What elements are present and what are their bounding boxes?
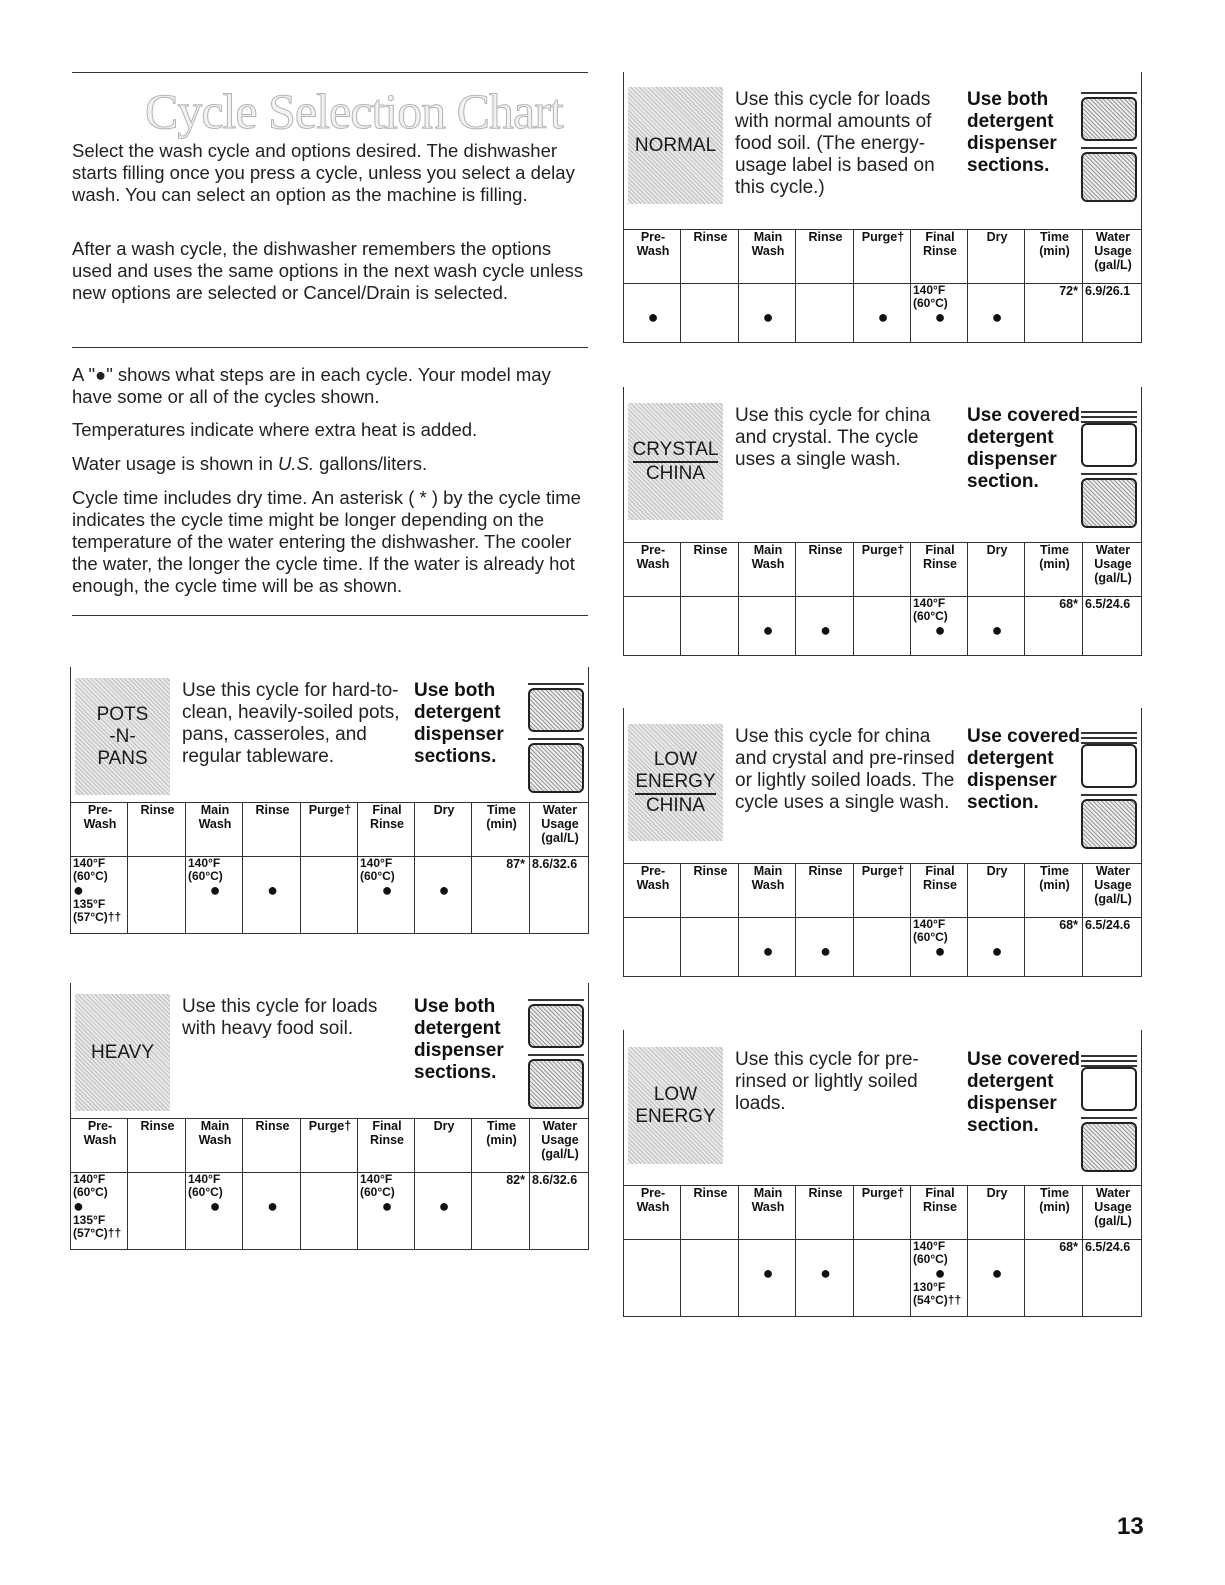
note-temperature: Temperatures indicate where extra heat is added. xyxy=(72,419,478,440)
header-final-rinse: Final Rinse xyxy=(911,543,968,597)
header-rinse: Rinse xyxy=(796,543,854,597)
cell-dry: ● xyxy=(415,857,472,934)
header-purge: Purge† xyxy=(301,803,358,857)
rule-pots xyxy=(70,667,71,807)
rule-heavy xyxy=(70,983,71,1123)
cell-water: 6.5/24.6 xyxy=(1083,597,1142,656)
cup-mainwash xyxy=(528,743,584,793)
cell-mainwash: ● xyxy=(739,1240,796,1317)
cell-final-rinse: 140°F (60°C) ● xyxy=(911,918,968,977)
table-header-row xyxy=(624,543,1142,597)
page-number: 13 xyxy=(1117,1513,1144,1540)
note-water-text-b: gallons/liters. xyxy=(313,453,428,474)
rule-crystal xyxy=(623,387,624,545)
header-prewash: Pre- Wash xyxy=(624,1186,681,1240)
cell-final-rinse: 140°F (60°C) ● xyxy=(911,284,968,343)
header-time: Time (min) xyxy=(1025,543,1083,597)
cell-water: 8.6/32.6 xyxy=(530,857,589,934)
table-row xyxy=(71,1173,589,1250)
rule-lowenergy-right xyxy=(1141,1030,1142,1190)
badge-line: CHINA xyxy=(645,462,706,484)
header-dry: Dry xyxy=(415,803,472,857)
dispenser-covered-icon xyxy=(1081,405,1137,520)
badge-line: NORMAL xyxy=(634,134,717,156)
badge-line: HEAVY xyxy=(90,1041,154,1063)
table-header-row xyxy=(624,1186,1142,1240)
cycle-badge xyxy=(75,994,170,1111)
rule-lower-left xyxy=(72,615,588,616)
cell-time: 68* xyxy=(1025,918,1083,977)
header-rinse: Rinse xyxy=(796,230,854,284)
cup-prewash xyxy=(1081,423,1137,467)
cell-water: 6.5/24.6 xyxy=(1083,1240,1142,1317)
cup-mainwash xyxy=(528,1059,584,1109)
detergent-instruction: Use both detergent dispenser sections. xyxy=(967,89,1057,176)
header-water: Water Usage (gal/L) xyxy=(1083,864,1142,918)
badge-line: LOW xyxy=(653,1083,698,1105)
rule-crystal-right xyxy=(1141,387,1142,545)
header-prewash: Pre- Wash xyxy=(71,1119,128,1173)
rule-heavy-right xyxy=(588,983,589,1123)
table-row xyxy=(624,284,1142,343)
cycle-table xyxy=(623,863,1142,977)
badge-line: -N- xyxy=(109,725,136,747)
cycle-table xyxy=(623,1185,1142,1317)
cell-dry: ● xyxy=(968,1240,1025,1317)
header-dry: Dry xyxy=(415,1119,472,1173)
badge-line: POTS xyxy=(96,703,149,725)
rule-normal xyxy=(623,72,624,232)
header-purge: Purge† xyxy=(854,864,911,918)
cup-mainwash xyxy=(1081,152,1137,202)
cell-time: 68* xyxy=(1025,1240,1083,1317)
dispenser-covered-icon xyxy=(1081,1049,1137,1164)
header-time: Time (min) xyxy=(472,803,530,857)
table-row xyxy=(71,857,589,934)
cell-time: 72* xyxy=(1025,284,1083,343)
cell-prewash xyxy=(624,918,681,977)
rule-pots-right xyxy=(588,667,589,807)
note-symbol: A "●" shows what steps are in each cycle. Your model may have some or all of the cycles shown. xyxy=(72,364,551,407)
cell-rinse xyxy=(128,1173,186,1250)
cell-prewash xyxy=(624,597,681,656)
cycle-description: Use this cycle for loads with normal amounts of food soil. (The energy-usage label is based on this cycle.) xyxy=(735,89,935,198)
cell-water: 6.5/24.6 xyxy=(1083,918,1142,977)
cell-rinse: ● xyxy=(243,1173,301,1250)
header-final-rinse: Final Rinse xyxy=(358,803,415,857)
cycle-table xyxy=(70,1118,589,1250)
header-rinse: Rinse xyxy=(796,1186,854,1240)
cell-prewash xyxy=(624,1240,681,1317)
table-row xyxy=(624,597,1142,656)
header-rinse: Rinse xyxy=(128,1119,186,1173)
header-time: Time (min) xyxy=(472,1119,530,1173)
header-final-rinse: Final Rinse xyxy=(911,1186,968,1240)
header-purge: Purge† xyxy=(301,1119,358,1173)
page-title: Cycle Selection Chart xyxy=(145,83,563,139)
cycle-description: Use this cycle for china and crystal. The cycle uses a single wash. xyxy=(735,405,931,470)
table-header-row xyxy=(71,1119,589,1173)
detergent-instruction: Use both detergent dispenser sections. xyxy=(414,680,504,767)
cycle-table xyxy=(623,229,1142,343)
header-rinse: Rinse xyxy=(243,803,301,857)
cell-rinse xyxy=(681,597,739,656)
cell-prewash: 140°F (60°C) ● 135°F (57°C)†† xyxy=(71,1173,128,1250)
cup-prewash xyxy=(528,688,584,732)
rule-mid-left xyxy=(72,347,588,348)
cell-purge xyxy=(854,918,911,977)
cycle-description: Use this cycle for china and crystal and pre-rinsed or lightly soiled loads. The cycle uses a single wash. xyxy=(735,726,955,813)
header-time: Time (min) xyxy=(1025,1186,1083,1240)
table-header-row xyxy=(624,864,1142,918)
table-header-row xyxy=(71,803,589,857)
header-mainwash: Main Wash xyxy=(739,543,796,597)
rule-lowchina-right xyxy=(1141,708,1142,868)
header-time: Time (min) xyxy=(1025,864,1083,918)
header-final-rinse: Final Rinse xyxy=(911,864,968,918)
note-cycle-time: Cycle time includes dry time. An asterisk ( * ) by the cycle time indicates the cycle time might be longer depending on the temperature of the water entering the dishwasher. The cooler the water, the longer the cycle time. If the water is already hot enough, the cycle time will be as shown. xyxy=(72,487,581,596)
cell-final-rinse: 140°F (60°C) ● xyxy=(911,597,968,656)
cell-mainwash: ● xyxy=(739,597,796,656)
table-header-row xyxy=(624,230,1142,284)
cell-time: 68* xyxy=(1025,597,1083,656)
dispenser-both-icon xyxy=(528,680,584,795)
intro-paragraph-2: After a wash cycle, the dishwasher remembers the options used and uses the same options in the next wash cycle unless new options are selected or Cancel/Drain is selected. xyxy=(72,238,584,303)
cell-rinse xyxy=(796,284,854,343)
header-mainwash: Main Wash xyxy=(739,230,796,284)
header-dry: Dry xyxy=(968,864,1025,918)
header-mainwash: Main Wash xyxy=(186,1119,243,1173)
cell-dry: ● xyxy=(968,284,1025,343)
cell-rinse: ● xyxy=(796,1240,854,1317)
cup-prewash xyxy=(1081,744,1137,788)
header-rinse: Rinse xyxy=(681,864,739,918)
header-rinse: Rinse xyxy=(681,230,739,284)
cell-rinse: ● xyxy=(796,597,854,656)
cup-prewash xyxy=(1081,97,1137,141)
cell-purge: ● xyxy=(854,284,911,343)
cell-time: 82* xyxy=(472,1173,530,1250)
cell-water: 8.6/32.6 xyxy=(530,1173,589,1250)
cycle-description: Use this cycle for hard-to-clean, heavily-soiled pots, pans, casseroles, and regular tableware. xyxy=(182,680,400,767)
header-final-rinse: Final Rinse xyxy=(911,230,968,284)
header-purge: Purge† xyxy=(854,1186,911,1240)
badge-line: ENERGY xyxy=(635,1105,716,1127)
intro-paragraph-1: Select the wash cycle and options desired. The dishwasher starts filling once you press a cycle, unless you select a delay wash. You can select an option as the machine is filling. xyxy=(72,140,575,205)
header-rinse: Rinse xyxy=(681,1186,739,1240)
note-water-text-a: Water usage is shown in xyxy=(72,453,278,474)
cup-mainwash xyxy=(1081,478,1137,528)
cell-mainwash: 140°F (60°C) ● xyxy=(186,1173,243,1250)
cell-dry: ● xyxy=(968,918,1025,977)
cell-final-rinse: 140°F (60°C) ● xyxy=(358,857,415,934)
dispenser-covered-icon xyxy=(1081,726,1137,841)
cell-rinse: ● xyxy=(243,857,301,934)
badge-line: ENERGY xyxy=(635,771,715,795)
dispenser-both-icon xyxy=(1081,89,1137,204)
header-water: Water Usage (gal/L) xyxy=(530,1119,589,1173)
cycle-badge xyxy=(628,87,723,204)
header-water: Water Usage (gal/L) xyxy=(530,803,589,857)
cell-purge xyxy=(854,1240,911,1317)
cycle-badge xyxy=(75,678,170,795)
cell-prewash: ● xyxy=(624,284,681,343)
cycle-badge xyxy=(628,1047,723,1164)
header-prewash: Pre- Wash xyxy=(71,803,128,857)
badge-line: LOW xyxy=(653,748,698,770)
header-rinse: Rinse xyxy=(681,543,739,597)
header-rinse: Rinse xyxy=(243,1119,301,1173)
header-rinse: Rinse xyxy=(128,803,186,857)
badge-line: CRYSTAL xyxy=(633,439,719,463)
cup-mainwash xyxy=(1081,1122,1137,1172)
cycle-description: Use this cycle for loads with heavy food soil. xyxy=(182,996,378,1039)
cycle-badge xyxy=(628,724,723,841)
header-dry: Dry xyxy=(968,1186,1025,1240)
badge-line: CHINA xyxy=(645,794,706,816)
cell-time: 87* xyxy=(472,857,530,934)
cell-dry: ● xyxy=(415,1173,472,1250)
header-prewash: Pre- Wash xyxy=(624,864,681,918)
rule-lowenergy xyxy=(623,1030,624,1190)
header-water: Water Usage (gal/L) xyxy=(1083,230,1142,284)
cell-prewash: 140°F (60°C) ● 135°F (57°C)†† xyxy=(71,857,128,934)
cell-purge xyxy=(301,857,358,934)
detergent-instruction: Use both detergent dispenser sections. xyxy=(414,996,504,1083)
header-prewash: Pre- Wash xyxy=(624,543,681,597)
cup-prewash xyxy=(528,1004,584,1048)
note-water-us: U.S. xyxy=(278,453,314,474)
cell-purge xyxy=(301,1173,358,1250)
cell-mainwash: 140°F (60°C) ● xyxy=(186,857,243,934)
cell-water: 6.9/26.1 xyxy=(1083,284,1142,343)
cycle-table xyxy=(623,542,1142,656)
cycle-table xyxy=(70,802,589,934)
header-water: Water Usage (gal/L) xyxy=(1083,543,1142,597)
cup-prewash xyxy=(1081,1067,1137,1111)
header-purge: Purge† xyxy=(854,230,911,284)
cell-final-rinse: 140°F (60°C) ● 130°F (54°C)†† xyxy=(911,1240,968,1317)
table-row xyxy=(624,1240,1142,1317)
cell-rinse xyxy=(128,857,186,934)
badge-line: PANS xyxy=(97,747,148,769)
header-final-rinse: Final Rinse xyxy=(358,1119,415,1173)
header-mainwash: Main Wash xyxy=(186,803,243,857)
header-rinse: Rinse xyxy=(796,864,854,918)
cycle-badge xyxy=(628,403,723,520)
cell-purge xyxy=(854,597,911,656)
cell-rinse xyxy=(681,918,739,977)
rule-lowchina xyxy=(623,708,624,868)
header-time: Time (min) xyxy=(1025,230,1083,284)
cell-mainwash: ● xyxy=(739,918,796,977)
cell-dry: ● xyxy=(968,597,1025,656)
detergent-instruction: Use covered detergent dispenser section. xyxy=(967,1049,1081,1136)
header-prewash: Pre- Wash xyxy=(624,230,681,284)
rule-normal-right xyxy=(1141,72,1142,232)
header-mainwash: Main Wash xyxy=(739,864,796,918)
detergent-instruction: Use covered detergent dispenser section. xyxy=(967,405,1081,492)
header-mainwash: Main Wash xyxy=(739,1186,796,1240)
cycle-description: Use this cycle for pre-rinsed or lightly soiled loads. xyxy=(735,1049,919,1114)
cell-rinse: ● xyxy=(796,918,854,977)
header-dry: Dry xyxy=(968,230,1025,284)
cell-final-rinse: 140°F (60°C) ● xyxy=(358,1173,415,1250)
header-water: Water Usage (gal/L) xyxy=(1083,1186,1142,1240)
rule-top-left xyxy=(72,72,588,73)
detergent-instruction: Use covered detergent dispenser section. xyxy=(967,726,1081,813)
cell-rinse xyxy=(681,284,739,343)
header-dry: Dry xyxy=(968,543,1025,597)
cell-mainwash: ● xyxy=(739,284,796,343)
cell-rinse xyxy=(681,1240,739,1317)
cup-mainwash xyxy=(1081,799,1137,849)
note-water xyxy=(72,453,592,475)
header-purge: Purge† xyxy=(854,543,911,597)
table-row xyxy=(624,918,1142,977)
dispenser-both-icon xyxy=(528,996,584,1111)
